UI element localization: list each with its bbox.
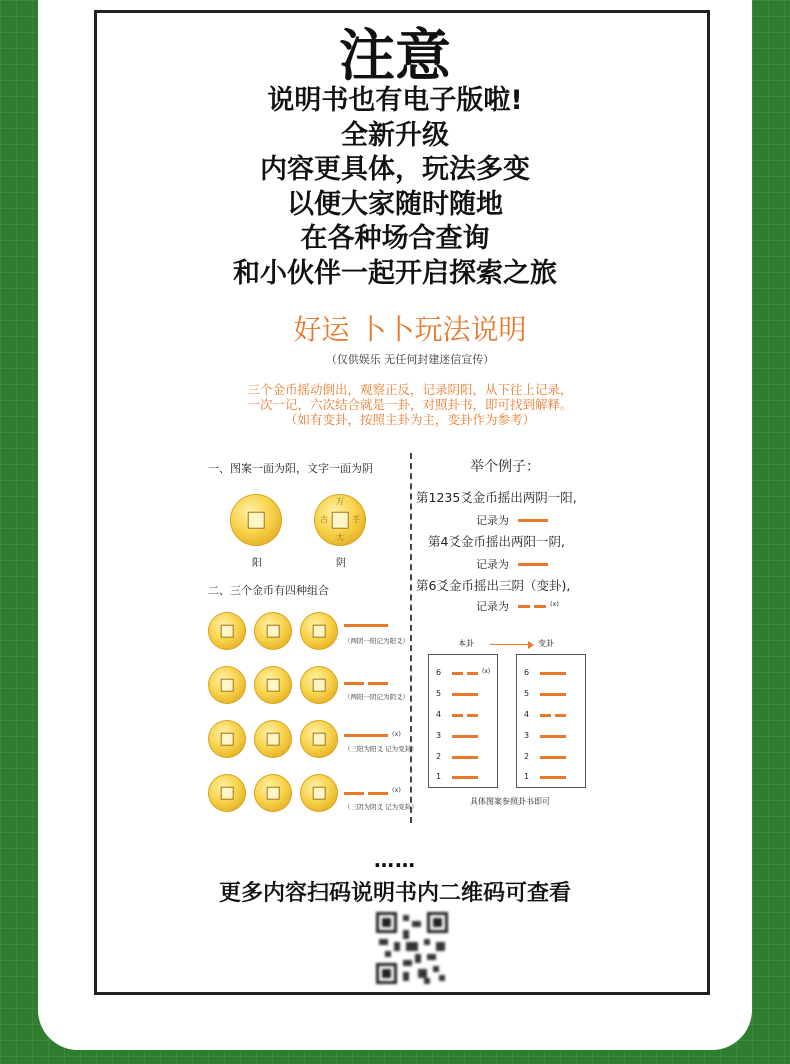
intro-line: 以便大家随时随地 bbox=[287, 188, 503, 220]
coin-yin-icon: 万 古 手 大 bbox=[314, 494, 366, 546]
coin-icon bbox=[254, 612, 292, 650]
yang-line-mark bbox=[518, 519, 548, 522]
manual-title: 好运 卜卜玩法说明 bbox=[293, 313, 527, 346]
example-case: 第1235爻金币摇出两阴一阳, bbox=[416, 490, 577, 505]
yin-label: 阴 bbox=[336, 558, 346, 569]
yin-change-mark bbox=[344, 792, 388, 795]
coin-icon bbox=[254, 774, 292, 812]
rule-line: 三个金币摇动倒出，观察正反，记录阴阳，从下往上记录， bbox=[247, 382, 573, 397]
change-mark: (x) bbox=[392, 730, 401, 738]
intro-line: 全新升级 bbox=[341, 119, 449, 151]
combo-note: （两阴一阳记为阳爻） bbox=[344, 637, 409, 645]
yang-line-mark bbox=[344, 624, 388, 627]
intro-line: 说明书也有电子版啦! bbox=[267, 85, 523, 116]
coin-icon bbox=[300, 774, 338, 812]
intro-line: 在各种场合查询 bbox=[300, 223, 490, 254]
manual-subtitle: （仅供娱乐 无任何封建迷信宣传） bbox=[325, 353, 495, 366]
more-info-text: 更多内容扫码说明书内二维码可查看 bbox=[218, 881, 571, 906]
coin-icon bbox=[208, 720, 246, 758]
coin-icon bbox=[208, 774, 246, 812]
change-mark: (x) bbox=[392, 786, 401, 794]
intro-line: 内容更具体，玩法多变 bbox=[260, 154, 530, 185]
section1-heading: 一、图案一面为阳，文字一面为阴 bbox=[208, 462, 373, 475]
coin-icon bbox=[300, 612, 338, 650]
record-label: 记录为 bbox=[476, 558, 509, 571]
combo-note: （三阳为阳爻 记为变卦） bbox=[344, 745, 418, 753]
record-label: 记录为 bbox=[476, 514, 509, 527]
rule-line: 一次一记，六次结合就是一卦，对照卦书，即可找到解释。 bbox=[247, 397, 573, 412]
yang-label: 阳 bbox=[252, 558, 262, 569]
main-gua-label: 本卦 bbox=[458, 639, 474, 648]
ellipsis: …… bbox=[374, 848, 416, 872]
combo-note: （两阳一阴记为阴爻） bbox=[344, 693, 409, 701]
coin-icon bbox=[208, 612, 246, 650]
manual-image: 好运 卜卜玩法说明 （仅供娱乐 无任何封建迷信宣传） 三个金币摇动倒出，观察正反，记录阴阳，从下往上记录， 一次一记，六次结合就是一卦，对照卦书，即可找到解释。 （如有变卦，按照主卦为主，变卦作为参考） 一、图案一面为阳，文字一面为阴 万 古 手 大 阳 阴 二、三个金币有四种组合 （两阴一阳记为阳爻） （两阳一阴记为阴爻） (x) （三阳为阳爻 记为变卦） (x) （三阴为阴爻 记为变卦） 举个例子： 第1235爻金币摇出两阴一阳, 记录为 第4爻金币摇出两阳一阴, 记录为 第6爻金币摇出三阴（变卦), 记录为 (x) 本卦 变卦 6 (x) 5 4 3 2 1 6 5 4 3 2 1 具体图案参照卦书即可 bbox=[200, 298, 620, 835]
changed-gua-label: 变卦 bbox=[538, 639, 554, 648]
section2-heading: 二、三个金币有四种组合 bbox=[208, 584, 329, 597]
example-heading: 举个例子： bbox=[470, 459, 540, 475]
page-title: 注意 bbox=[339, 24, 451, 89]
arrow-icon bbox=[490, 644, 530, 645]
yin-change-mark bbox=[518, 605, 546, 608]
manual-rules bbox=[200, 382, 620, 427]
coin-icon bbox=[300, 666, 338, 704]
rule-line: （如有变卦，按照主卦为主，变卦作为参考） bbox=[284, 412, 535, 427]
example-case: 第6爻金币摇出三阴（变卦), bbox=[416, 578, 571, 593]
example-case: 第4爻金币摇出两阳一阴, bbox=[428, 534, 565, 549]
coin-yang-icon bbox=[230, 494, 282, 546]
intro-line: 和小伙伴一起开启探索之旅 bbox=[233, 257, 557, 289]
yin-line-mark bbox=[344, 682, 388, 685]
gua-footer: 具体图案参照卦书即可 bbox=[470, 797, 550, 806]
coin-icon bbox=[254, 720, 292, 758]
dashed-divider bbox=[410, 453, 412, 823]
combo-note: （三阴为阴爻 记为变卦） bbox=[344, 803, 418, 811]
change-mark: (x) bbox=[550, 600, 559, 608]
record-label: 记录为 bbox=[476, 600, 509, 613]
yang-change-mark bbox=[344, 734, 388, 737]
yang-line-mark bbox=[518, 563, 548, 566]
intro-text bbox=[0, 84, 790, 291]
coin-icon bbox=[254, 666, 292, 704]
coin-icon bbox=[300, 720, 338, 758]
qr-code-icon[interactable] bbox=[376, 912, 448, 984]
coin-icon bbox=[208, 666, 246, 704]
